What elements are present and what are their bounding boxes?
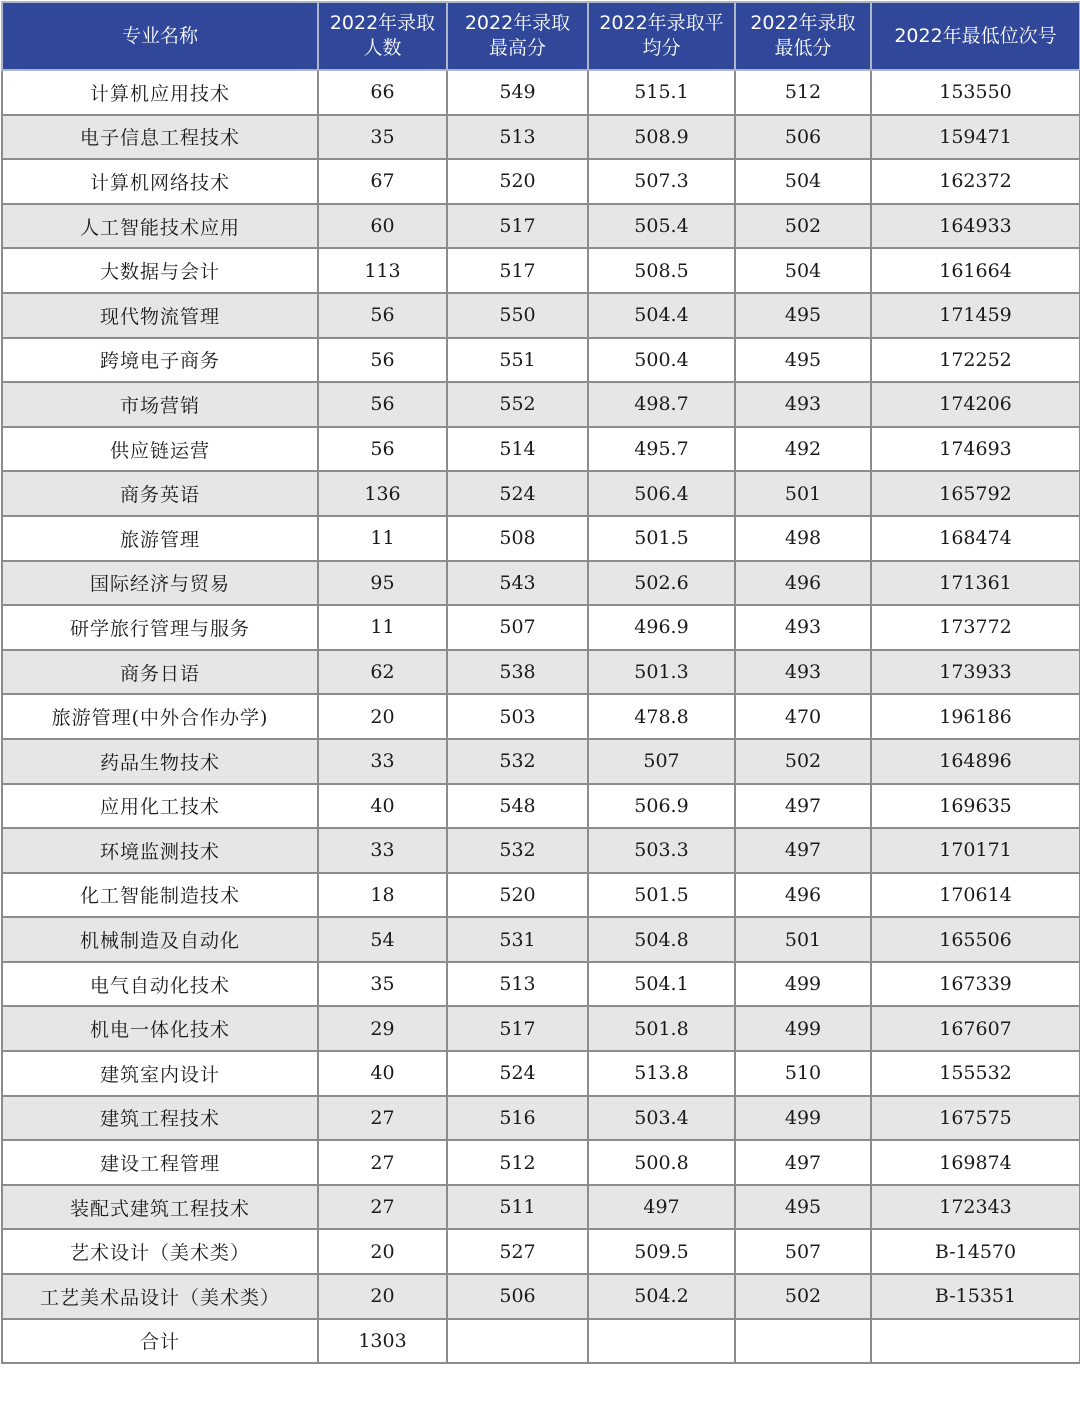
cell-average-score: 478.8	[588, 694, 735, 739]
cell-major-name: 机电一体化技术	[2, 1006, 318, 1051]
cell-lowest-score: 497	[735, 828, 871, 873]
cell-admitted-count: 33	[318, 828, 447, 873]
cell-lowest-score: 502	[735, 1274, 871, 1319]
cell-lowest-rank: 164896	[871, 739, 1080, 784]
cell-highest-score: 517	[447, 204, 588, 249]
cell-lowest-rank: 169874	[871, 1140, 1080, 1185]
table-header	[2, 2, 1080, 70]
cell-admitted-count: 136	[318, 471, 447, 516]
cell-admitted-count: 56	[318, 382, 447, 427]
cell-lowest-rank: 165792	[871, 471, 1080, 516]
cell-major-name: 药品生物技术	[2, 739, 318, 784]
cell-major-name: 机械制造及自动化	[2, 917, 318, 962]
cell-admitted-count: 27	[318, 1096, 447, 1141]
header-row	[2, 2, 1080, 70]
cell-major-name: 旅游管理(中外合作办学)	[2, 694, 318, 739]
cell-average-score: 509.5	[588, 1229, 735, 1274]
table-row	[2, 605, 1080, 650]
admission-scores-table	[1, 1, 1080, 1364]
cell-lowest-score: 499	[735, 1006, 871, 1051]
cell-highest-score: 503	[447, 694, 588, 739]
table-row	[2, 382, 1080, 427]
cell-major-name: 供应链运营	[2, 427, 318, 472]
cell-average-score: 500.8	[588, 1140, 735, 1185]
cell-lowest-score: 497	[735, 1140, 871, 1185]
cell-lowest-rank: 165506	[871, 917, 1080, 962]
cell-major-name: 计算机网络技术	[2, 159, 318, 204]
cell-highest-score: 531	[447, 917, 588, 962]
cell-major-name: 装配式建筑工程技术	[2, 1185, 318, 1230]
cell-lowest-score: 492	[735, 427, 871, 472]
cell-highest-score: 524	[447, 471, 588, 516]
cell-admitted-count: 54	[318, 917, 447, 962]
cell-lowest-rank: 170171	[871, 828, 1080, 873]
cell-major-name: 电气自动化技术	[2, 962, 318, 1007]
table-row	[2, 917, 1080, 962]
cell-highest-score: 512	[447, 1140, 588, 1185]
cell-lowest-score: 493	[735, 382, 871, 427]
cell-lowest-score: 501	[735, 471, 871, 516]
cell-lowest-score: 499	[735, 1096, 871, 1141]
cell-admitted-count: 20	[318, 694, 447, 739]
cell-admitted-count: 56	[318, 338, 447, 383]
cell-admitted-count: 18	[318, 873, 447, 918]
cell-major-name: 艺术设计（美术类）	[2, 1229, 318, 1274]
cell-lowest-rank: 173772	[871, 605, 1080, 650]
table-row	[2, 427, 1080, 472]
table-row	[2, 1229, 1080, 1274]
table-row	[2, 694, 1080, 739]
cell-average-score: 504.2	[588, 1274, 735, 1319]
cell-average-score: 501.8	[588, 1006, 735, 1051]
cell-major-name: 人工智能技术应用	[2, 204, 318, 249]
cell-lowest-score: 493	[735, 605, 871, 650]
table-row	[2, 1051, 1080, 1096]
cell-lowest-rank: 171361	[871, 561, 1080, 606]
cell-highest-score: 520	[447, 159, 588, 204]
cell-lowest-rank: 196186	[871, 694, 1080, 739]
cell-major-name: 建设工程管理	[2, 1140, 318, 1185]
cell-major-name: 计算机应用技术	[2, 70, 318, 115]
cell-lowest-rank: 170614	[871, 873, 1080, 918]
cell-highest-score	[447, 1319, 588, 1364]
cell-lowest-score: 499	[735, 962, 871, 1007]
cell-average-score: 508.9	[588, 115, 735, 160]
cell-lowest-rank: 172343	[871, 1185, 1080, 1230]
cell-average-score: 508.5	[588, 248, 735, 293]
cell-lowest-score: 495	[735, 293, 871, 338]
cell-highest-score: 548	[447, 784, 588, 829]
cell-average-score: 503.3	[588, 828, 735, 873]
cell-major-name: 合计	[2, 1319, 318, 1364]
cell-average-score: 506.4	[588, 471, 735, 516]
cell-lowest-score: 504	[735, 248, 871, 293]
cell-highest-score: 507	[447, 605, 588, 650]
table-row	[2, 1140, 1080, 1185]
cell-lowest-score: 497	[735, 784, 871, 829]
cell-lowest-rank: B-14570	[871, 1229, 1080, 1274]
header-admitted-count: 2022年录取 人数	[318, 2, 447, 70]
table-row	[2, 873, 1080, 918]
cell-lowest-score: 507	[735, 1229, 871, 1274]
cell-lowest-rank: 162372	[871, 159, 1080, 204]
cell-admitted-count: 27	[318, 1140, 447, 1185]
table-row	[2, 115, 1080, 160]
cell-lowest-rank: 172252	[871, 338, 1080, 383]
table-row	[2, 962, 1080, 1007]
cell-admitted-count: 40	[318, 784, 447, 829]
cell-admitted-count: 62	[318, 650, 447, 695]
cell-admitted-count: 67	[318, 159, 447, 204]
cell-highest-score: 549	[447, 70, 588, 115]
cell-highest-score: 513	[447, 962, 588, 1007]
cell-admitted-count: 20	[318, 1274, 447, 1319]
header-average-score: 2022年录取平 均分	[588, 2, 735, 70]
cell-lowest-score: 501	[735, 917, 871, 962]
cell-average-score: 515.1	[588, 70, 735, 115]
cell-admitted-count: 113	[318, 248, 447, 293]
cell-major-name: 大数据与会计	[2, 248, 318, 293]
cell-major-name: 建筑工程技术	[2, 1096, 318, 1141]
cell-highest-score: 551	[447, 338, 588, 383]
cell-admitted-count: 11	[318, 605, 447, 650]
cell-highest-score: 538	[447, 650, 588, 695]
cell-lowest-score: 502	[735, 204, 871, 249]
cell-admitted-count: 20	[318, 1229, 447, 1274]
cell-average-score: 495.7	[588, 427, 735, 472]
header-highest-score: 2022年录取 最高分	[447, 2, 588, 70]
cell-admitted-count: 60	[318, 204, 447, 249]
cell-major-name: 研学旅行管理与服务	[2, 605, 318, 650]
cell-major-name: 旅游管理	[2, 516, 318, 561]
cell-lowest-score: 496	[735, 561, 871, 606]
table-row	[2, 293, 1080, 338]
cell-highest-score: 550	[447, 293, 588, 338]
table-row	[2, 828, 1080, 873]
header-lowest-score: 2022年录取 最低分	[735, 2, 871, 70]
table-row	[2, 338, 1080, 383]
cell-lowest-score: 512	[735, 70, 871, 115]
table-body	[2, 70, 1080, 1363]
cell-major-name: 商务日语	[2, 650, 318, 695]
cell-admitted-count: 56	[318, 293, 447, 338]
cell-lowest-score: 470	[735, 694, 871, 739]
cell-admitted-count: 95	[318, 561, 447, 606]
cell-average-score	[588, 1319, 735, 1364]
cell-admitted-count: 56	[318, 427, 447, 472]
cell-highest-score: 532	[447, 828, 588, 873]
cell-major-name: 化工智能制造技术	[2, 873, 318, 918]
cell-highest-score: 506	[447, 1274, 588, 1319]
table-row	[2, 70, 1080, 115]
cell-highest-score: 543	[447, 561, 588, 606]
cell-average-score: 505.4	[588, 204, 735, 249]
cell-average-score: 507	[588, 739, 735, 784]
cell-major-name: 市场营销	[2, 382, 318, 427]
table-row	[2, 471, 1080, 516]
cell-major-name: 商务英语	[2, 471, 318, 516]
cell-highest-score: 517	[447, 1006, 588, 1051]
cell-highest-score: 513	[447, 115, 588, 160]
cell-major-name: 建筑室内设计	[2, 1051, 318, 1096]
cell-lowest-rank	[871, 1319, 1080, 1364]
cell-admitted-count: 11	[318, 516, 447, 561]
cell-lowest-score: 510	[735, 1051, 871, 1096]
table-row	[2, 204, 1080, 249]
table-row	[2, 1274, 1080, 1319]
cell-lowest-rank: 167607	[871, 1006, 1080, 1051]
cell-average-score: 496.9	[588, 605, 735, 650]
cell-lowest-rank: 155532	[871, 1051, 1080, 1096]
cell-admitted-count: 35	[318, 115, 447, 160]
cell-major-name: 环境监测技术	[2, 828, 318, 873]
cell-average-score: 501.5	[588, 873, 735, 918]
cell-lowest-rank: 167575	[871, 1096, 1080, 1141]
cell-lowest-score: 506	[735, 115, 871, 160]
cell-average-score: 507.3	[588, 159, 735, 204]
cell-average-score: 503.4	[588, 1096, 735, 1141]
cell-lowest-rank: 167339	[871, 962, 1080, 1007]
header-lowest-rank: 2022年最低位次号	[871, 2, 1080, 70]
table-row	[2, 739, 1080, 784]
cell-admitted-count: 66	[318, 70, 447, 115]
cell-admitted-count: 1303	[318, 1319, 447, 1364]
cell-lowest-score: 495	[735, 338, 871, 383]
cell-average-score: 506.9	[588, 784, 735, 829]
cell-average-score: 498.7	[588, 382, 735, 427]
cell-highest-score: 552	[447, 382, 588, 427]
table-row	[2, 1185, 1080, 1230]
cell-average-score: 513.8	[588, 1051, 735, 1096]
cell-average-score: 502.6	[588, 561, 735, 606]
table-row	[2, 650, 1080, 695]
cell-lowest-rank: 171459	[871, 293, 1080, 338]
cell-lowest-score: 496	[735, 873, 871, 918]
cell-average-score: 501.5	[588, 516, 735, 561]
cell-lowest-score: 502	[735, 739, 871, 784]
cell-average-score: 497	[588, 1185, 735, 1230]
table-row	[2, 784, 1080, 829]
cell-major-name: 跨境电子商务	[2, 338, 318, 383]
cell-major-name: 国际经济与贸易	[2, 561, 318, 606]
cell-admitted-count: 35	[318, 962, 447, 1007]
cell-highest-score: 514	[447, 427, 588, 472]
cell-major-name: 应用化工技术	[2, 784, 318, 829]
cell-lowest-rank: 159471	[871, 115, 1080, 160]
cell-lowest-score: 504	[735, 159, 871, 204]
cell-lowest-rank: 173933	[871, 650, 1080, 695]
cell-average-score: 504.1	[588, 962, 735, 1007]
cell-lowest-score	[735, 1319, 871, 1364]
cell-lowest-rank: 169635	[871, 784, 1080, 829]
cell-major-name: 电子信息工程技术	[2, 115, 318, 160]
cell-admitted-count: 29	[318, 1006, 447, 1051]
header-major-name: 专业名称	[2, 2, 318, 70]
cell-highest-score: 516	[447, 1096, 588, 1141]
cell-admitted-count: 40	[318, 1051, 447, 1096]
table-row	[2, 516, 1080, 561]
cell-lowest-score: 498	[735, 516, 871, 561]
table-row	[2, 1096, 1080, 1141]
table-row	[2, 159, 1080, 204]
cell-highest-score: 532	[447, 739, 588, 784]
cell-highest-score: 511	[447, 1185, 588, 1230]
cell-admitted-count: 33	[318, 739, 447, 784]
cell-major-name: 工艺美术品设计（美术类）	[2, 1274, 318, 1319]
total-row	[2, 1319, 1080, 1364]
cell-major-name: 现代物流管理	[2, 293, 318, 338]
cell-lowest-rank: 174693	[871, 427, 1080, 472]
table-row	[2, 561, 1080, 606]
cell-average-score: 504.8	[588, 917, 735, 962]
cell-lowest-rank: 174206	[871, 382, 1080, 427]
cell-admitted-count: 27	[318, 1185, 447, 1230]
cell-lowest-rank: 168474	[871, 516, 1080, 561]
cell-highest-score: 520	[447, 873, 588, 918]
cell-average-score: 501.3	[588, 650, 735, 695]
cell-lowest-rank: 153550	[871, 70, 1080, 115]
cell-lowest-rank: B-15351	[871, 1274, 1080, 1319]
table-row	[2, 248, 1080, 293]
cell-lowest-score: 493	[735, 650, 871, 695]
cell-highest-score: 517	[447, 248, 588, 293]
table-row	[2, 1006, 1080, 1051]
cell-lowest-rank: 161664	[871, 248, 1080, 293]
cell-lowest-score: 495	[735, 1185, 871, 1230]
cell-highest-score: 524	[447, 1051, 588, 1096]
cell-average-score: 500.4	[588, 338, 735, 383]
cell-highest-score: 508	[447, 516, 588, 561]
cell-lowest-rank: 164933	[871, 204, 1080, 249]
cell-highest-score: 527	[447, 1229, 588, 1274]
cell-average-score: 504.4	[588, 293, 735, 338]
